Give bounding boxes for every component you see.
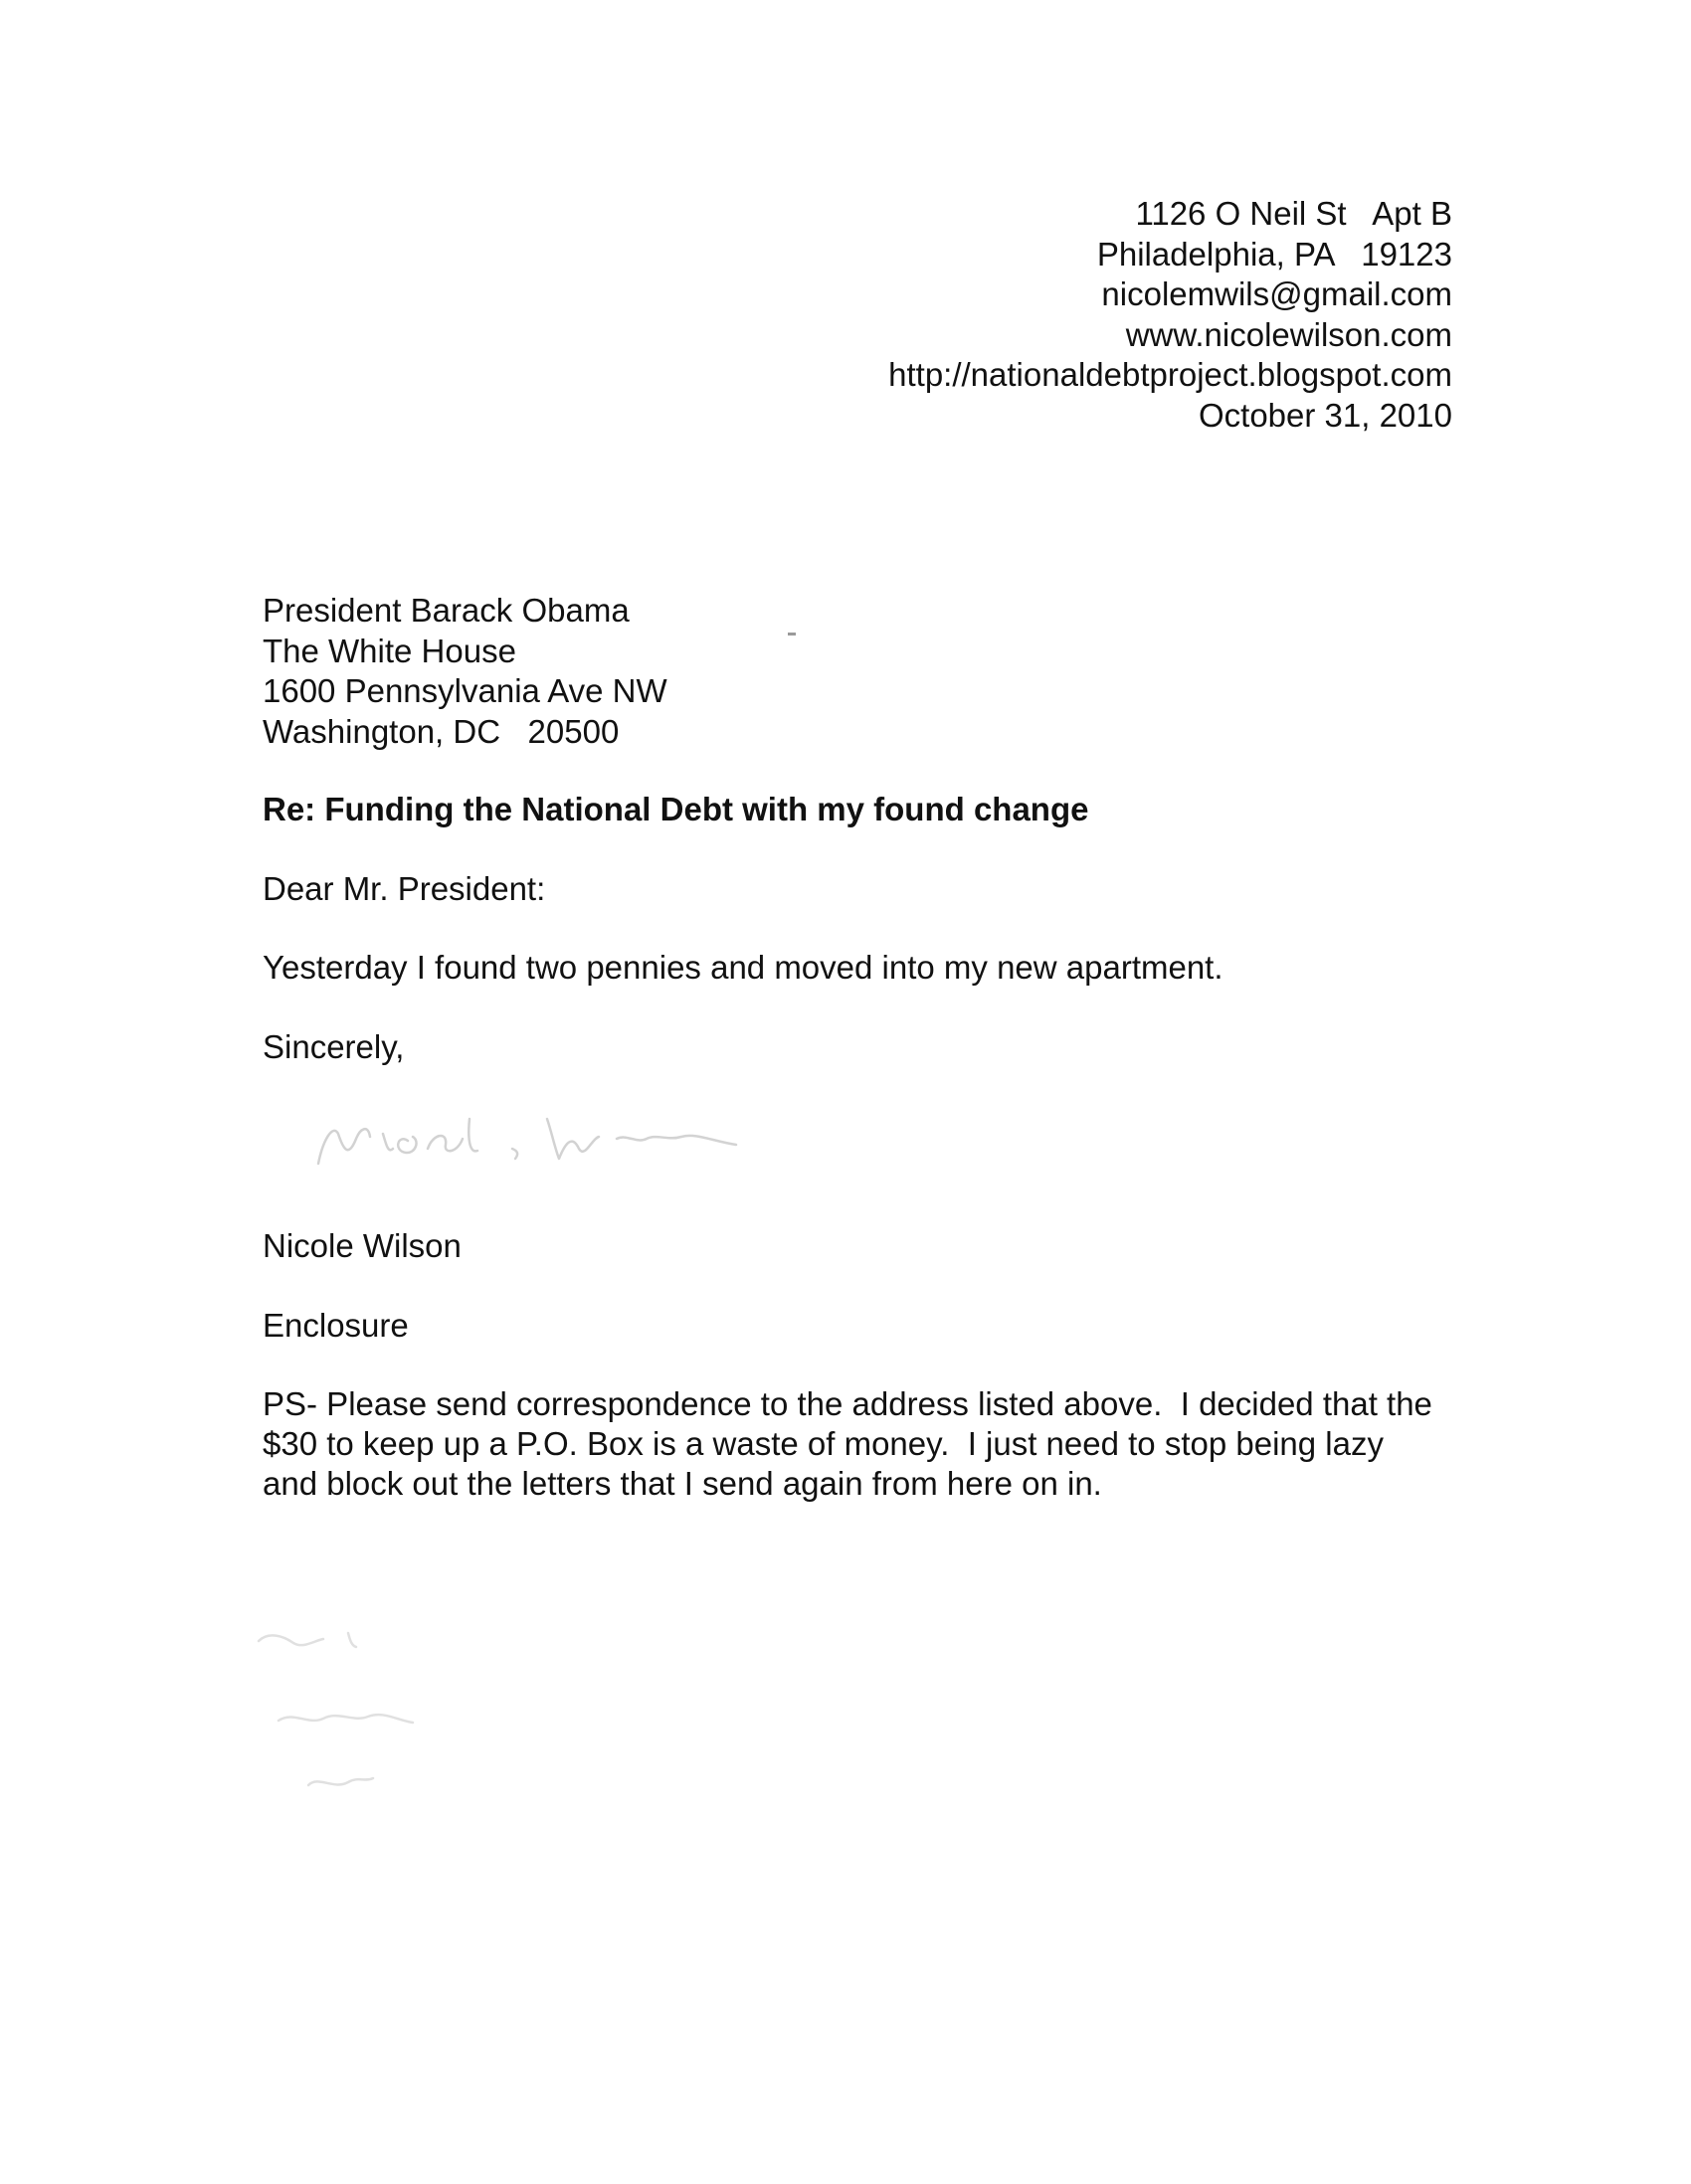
postscript-line: PS- Please send correspondence to the address listed above. I decided that the [263, 1385, 1432, 1422]
sender-city: Philadelphia, PA 19123 [1096, 235, 1452, 273]
sender-website: www.nicolewilson.com [1125, 315, 1452, 353]
recipient-address-block [263, 591, 667, 752]
recipient-city: Washington, DC 20500 [263, 712, 620, 750]
letter-date: October 31, 2010 [1198, 396, 1452, 434]
body-paragraph: Yesterday I found two pennies and moved into my new apartment. [263, 949, 1223, 986]
sender-email: nicolemwils@gmail.com [1101, 275, 1452, 312]
recipient-organization: The White House [263, 632, 516, 669]
recipient-street: 1600 Pennsylvania Ave NW [263, 672, 667, 709]
sender-blog-url: http://nationaldebtproject.blogspot.com [888, 356, 1452, 393]
faint-bleedthrough-marks [239, 1611, 497, 1830]
enclosure-note: Enclosure [263, 1307, 409, 1344]
postscript [263, 1384, 1456, 1504]
sender-address-block [888, 194, 1452, 436]
sender-street: 1126 O Neil St Apt B [1135, 195, 1452, 232]
subject-line: Re: Funding the National Debt with my found change [263, 791, 1089, 827]
postscript-line: and block out the letters that I send again from here on in. [263, 1465, 1102, 1502]
scan-speck [788, 633, 796, 636]
closing: Sincerely, [263, 1028, 405, 1065]
handwritten-signature [298, 1079, 796, 1188]
signer-name: Nicole Wilson [263, 1227, 462, 1264]
salutation: Dear Mr. President: [263, 870, 546, 907]
recipient-name: President Barack Obama [263, 592, 630, 629]
postscript-line: $30 to keep up a P.O. Box is a waste of money. I just need to stop being lazy [263, 1425, 1384, 1462]
